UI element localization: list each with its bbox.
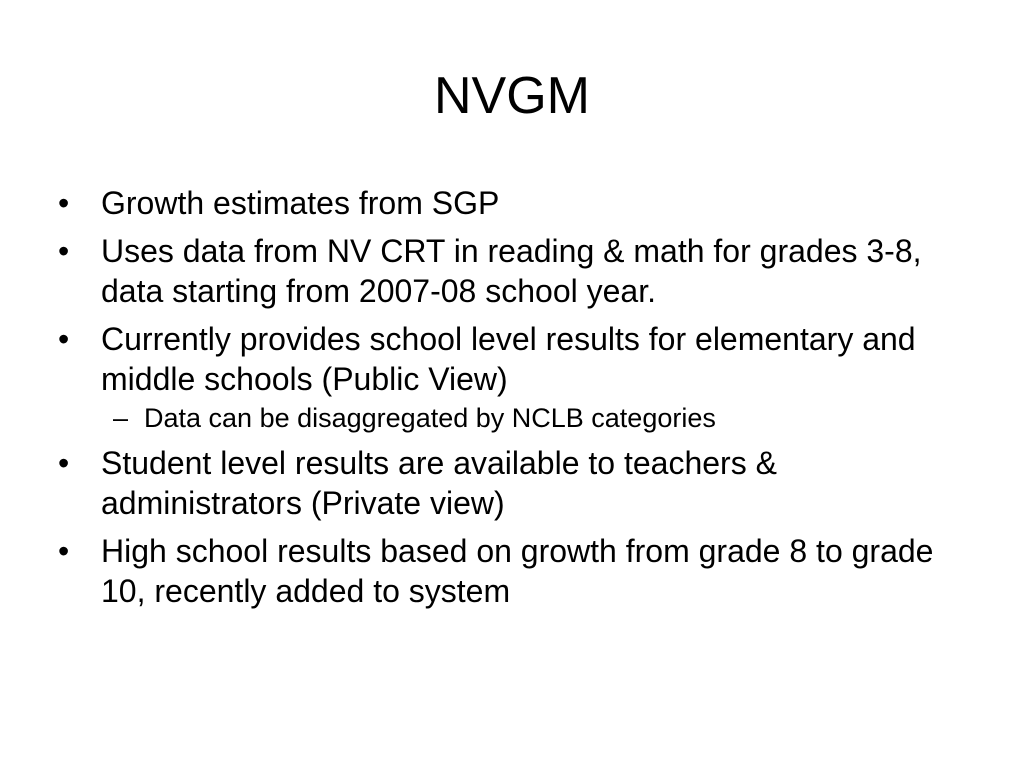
bullet-item	[58, 231, 978, 311]
sub-bullet-marker: –	[113, 403, 129, 433]
sub-bullet-item	[101, 401, 978, 435]
bullet-item	[58, 531, 978, 611]
bullet-text: Growth estimates from SGP	[101, 185, 500, 221]
bullet-marker: •	[58, 445, 70, 481]
bullet-marker: •	[58, 233, 70, 269]
bullet-text: Currently provides school level results for elementary and middle schools (Public View)	[101, 321, 916, 397]
bullet-text: High school results based on growth from grade 8 to grade 10, recently added to system	[101, 533, 934, 609]
bullet-item	[58, 183, 978, 223]
bullet-marker: •	[58, 321, 70, 357]
slide-title: NVGM	[434, 67, 590, 125]
bullet-marker: •	[58, 185, 70, 221]
bullet-text: Student level results are available to teachers & administrators (Private view)	[101, 445, 777, 521]
bullet-item	[58, 319, 978, 435]
sub-bullet-text: Data can be disaggregated by NCLB categories	[144, 403, 716, 433]
sub-bullet-list	[101, 401, 978, 435]
bullet-list	[58, 183, 978, 619]
bullet-text: Uses data from NV CRT in reading & math for grades 3-8, data starting from 2007-08 school year.	[101, 233, 922, 309]
bullet-item	[58, 443, 978, 523]
bullet-marker: •	[58, 533, 70, 569]
